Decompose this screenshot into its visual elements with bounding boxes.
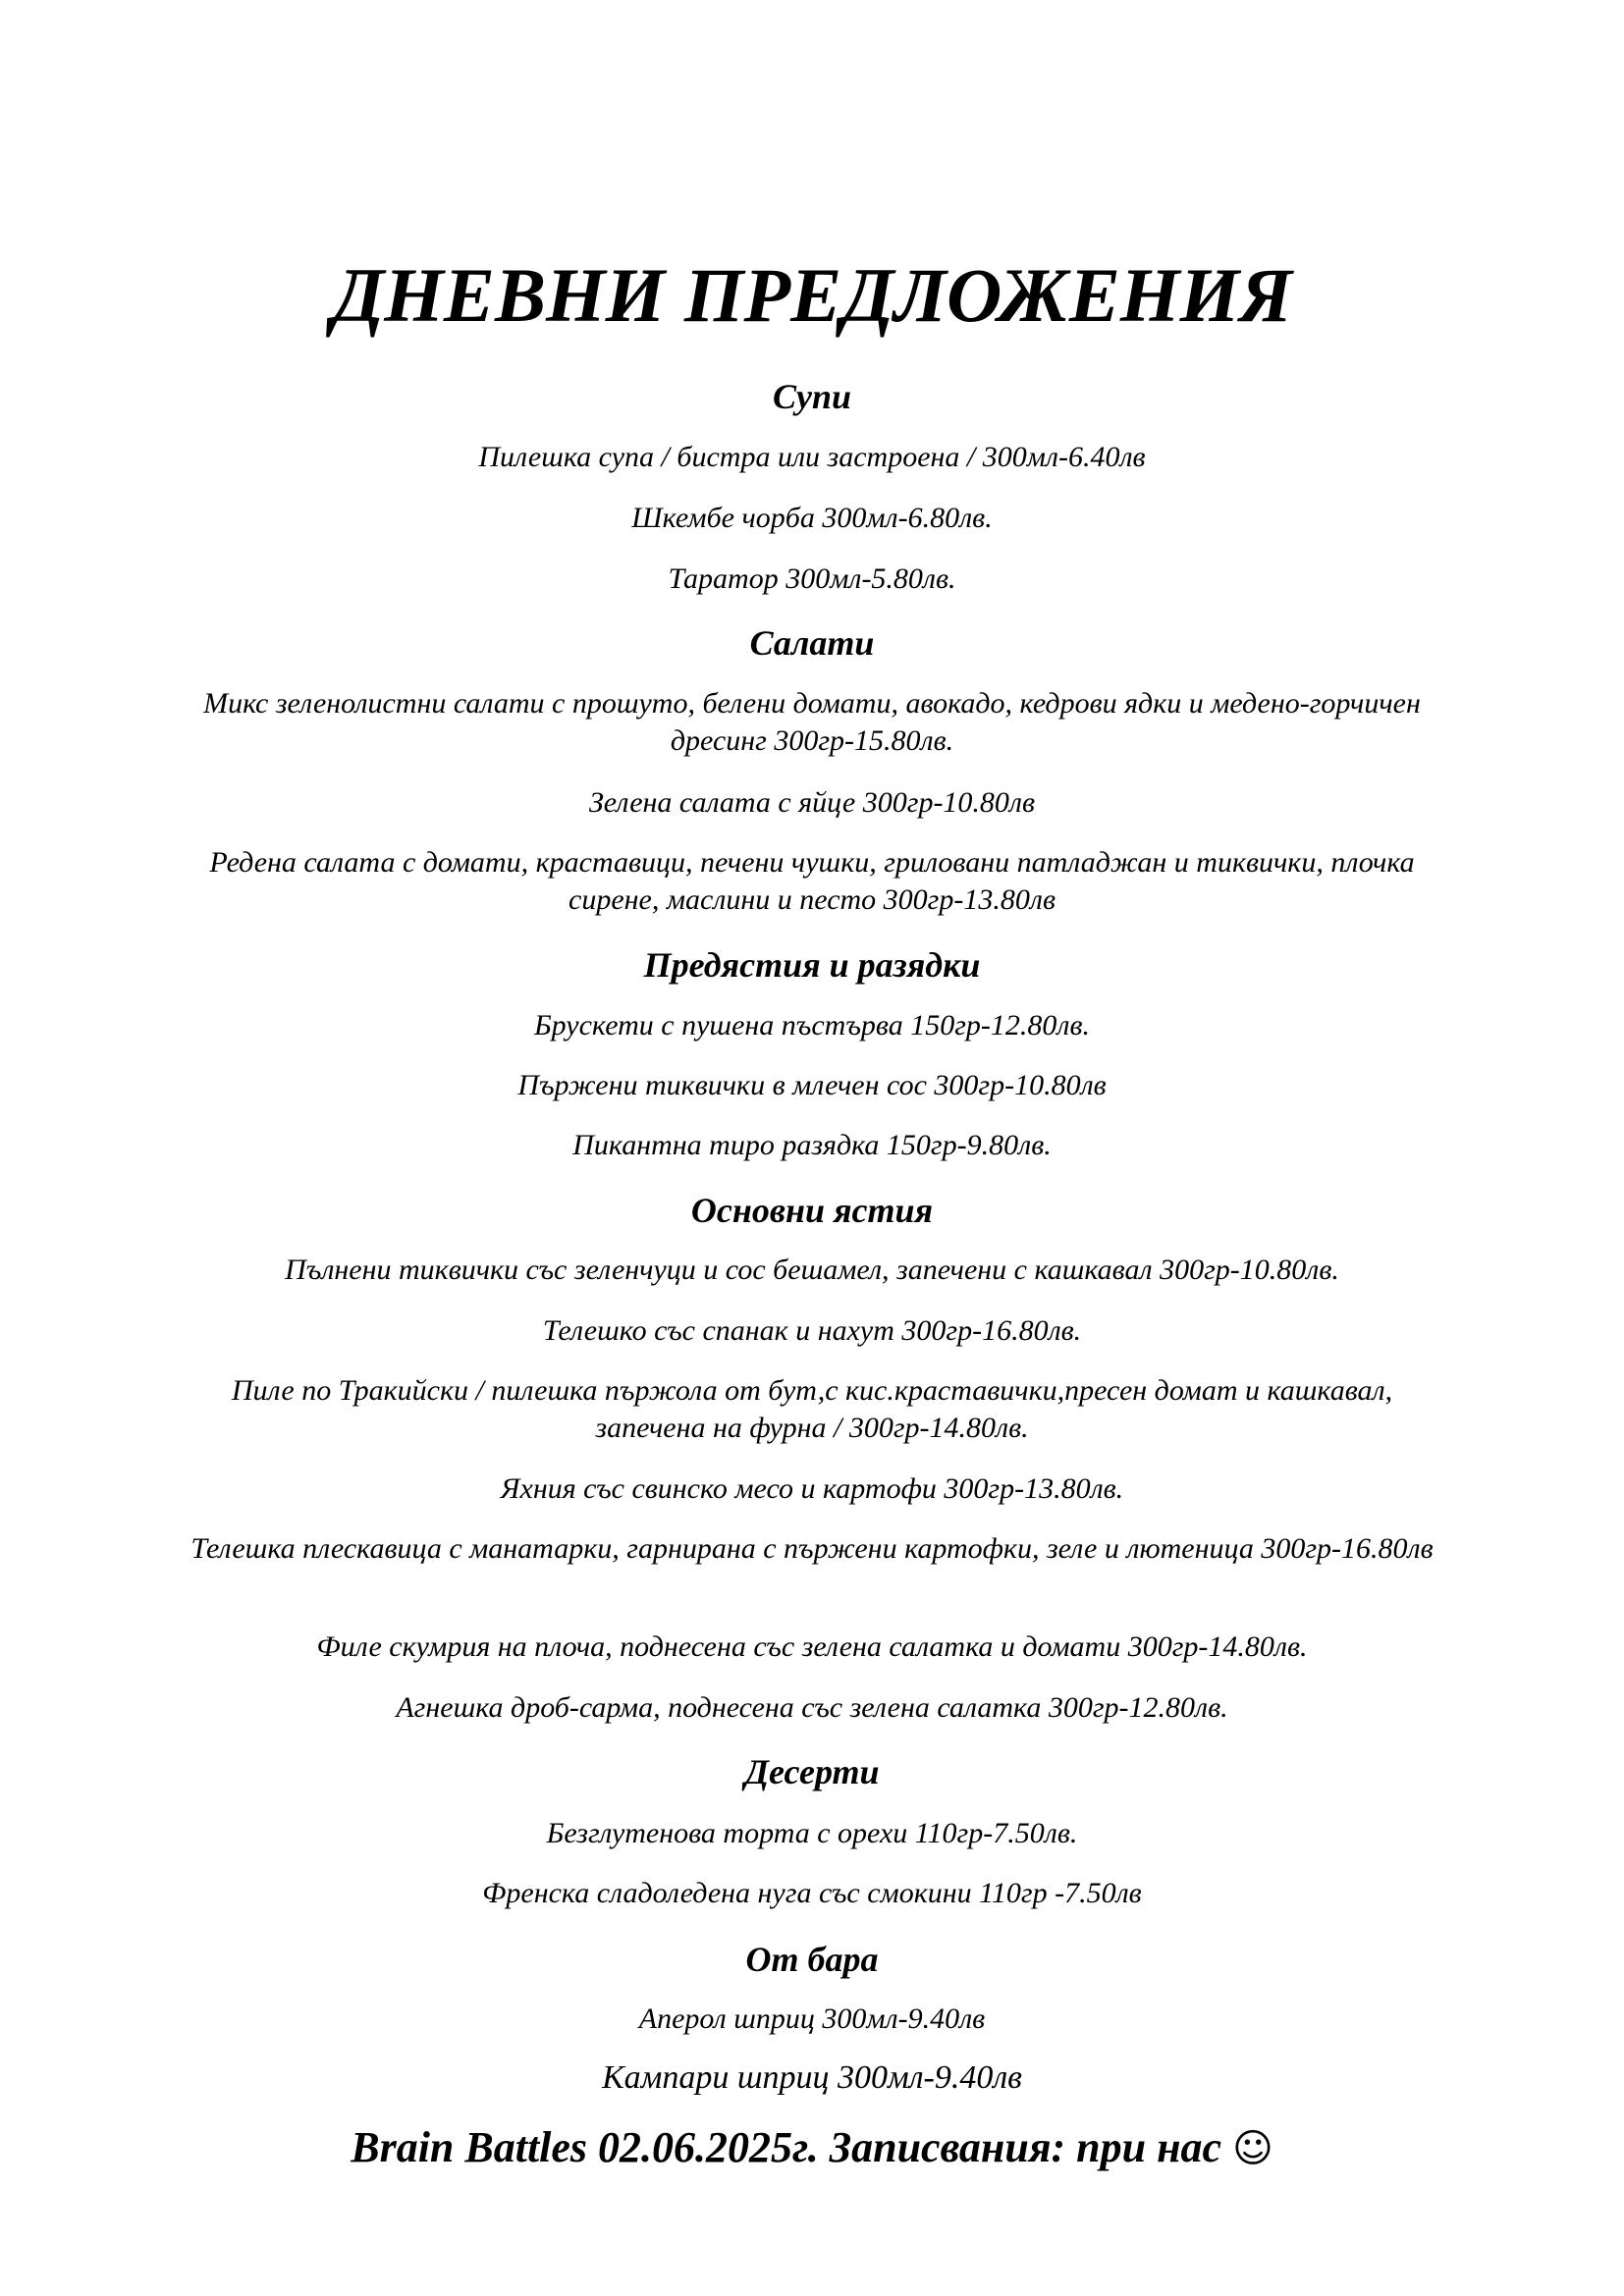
smiley-icon: ☺ bbox=[1232, 2126, 1273, 2171]
menu-item: Агнешка дроб-сарма, поднесена със зелена салатка 300гр-12.80лв. bbox=[396, 1691, 1228, 1724]
menu-item: Таратор 300мл-5.80лв. bbox=[668, 562, 956, 595]
menu-item: Микс зеленолистни салати с прошуто, белени домати, авокадо, кедрови ядки и медено-горчичен дресинг 300гр-15.80лв. bbox=[203, 687, 1421, 757]
menu-item: Зелена салата с яйце 300гр-10.80лв bbox=[588, 786, 1036, 819]
page-title: ДНЕВНИ ПРЕДЛОЖЕНИЯ bbox=[331, 252, 1293, 338]
menu-item: Яхния със свинско месо и картофи 300гр-13.80лв. bbox=[500, 1472, 1124, 1505]
menu-item: Френска сладоледена нуга със смокини 110гр -7.50лв bbox=[482, 1877, 1142, 1909]
menu-item: Пържени тиквички в млечен сос 300гр-10.80лв bbox=[517, 1069, 1107, 1101]
menu-item: Пикантна тиро разядка 150гр-9.80лв. bbox=[572, 1129, 1052, 1161]
menu-item: Аперол шприц 300мл-9.40лв bbox=[638, 2002, 986, 2035]
menu-item: Кампари шприц 300мл-9.40лв bbox=[602, 2059, 1022, 2096]
menu-item: Редена салата с домати, краставици, печени чушки, гриловани патладжан и тиквички, плочка сирене, маслини и песто 300гр-13.80лв bbox=[209, 846, 1415, 916]
menu-item: Брускети с пушена пъстърва 150гр-12.80лв. bbox=[533, 1009, 1090, 1041]
section-heading-bar: От бара bbox=[745, 1940, 879, 1979]
event-announcement-text: Brain Battles 02.06.2025г. Записвания: при нас bbox=[351, 2123, 1222, 2171]
section-heading-starters: Предястия и разядки bbox=[643, 945, 981, 985]
section-heading-mains: Основни ястия bbox=[690, 1191, 934, 1230]
section-heading-soups: Супи bbox=[772, 377, 852, 416]
menu-item: Пиле по Тракийски / пилешка пържола от бут,с кис.краставички,пресен домат и кашкавал, запечена на фурна / 300гр-14.80лв. bbox=[231, 1374, 1393, 1444]
menu-item: Безглутенова торта с орехи 110гр-7.50лв. bbox=[546, 1817, 1078, 1849]
menu-item: Пълнени тиквички със зеленчуци и сос бешамел, запечени с кашкавал 300гр-10.80лв. bbox=[285, 1254, 1339, 1286]
section-heading-salads: Салати bbox=[749, 623, 875, 663]
menu-item: Телешка плескавица с манатарки, гарнирана с пържени картофки, зеле и лютеница 300гр-16.80лв bbox=[190, 1532, 1434, 1565]
menu-item: Филе скумрия на плоча, поднесена със зелена салатка и домати 300гр-14.80лв. bbox=[316, 1630, 1308, 1663]
section-heading-desserts: Десерти bbox=[744, 1752, 880, 1791]
menu-item: Шкембе чорба 300мл-6.80лв. bbox=[631, 502, 993, 534]
menu-item: Телешко със спанак и нахут 300гр-16.80лв. bbox=[542, 1314, 1082, 1347]
event-announcement bbox=[0, 2123, 1624, 2171]
menu-item: Пилешка супа / бистра или застроена / 300мл-6.40лв bbox=[478, 441, 1146, 473]
